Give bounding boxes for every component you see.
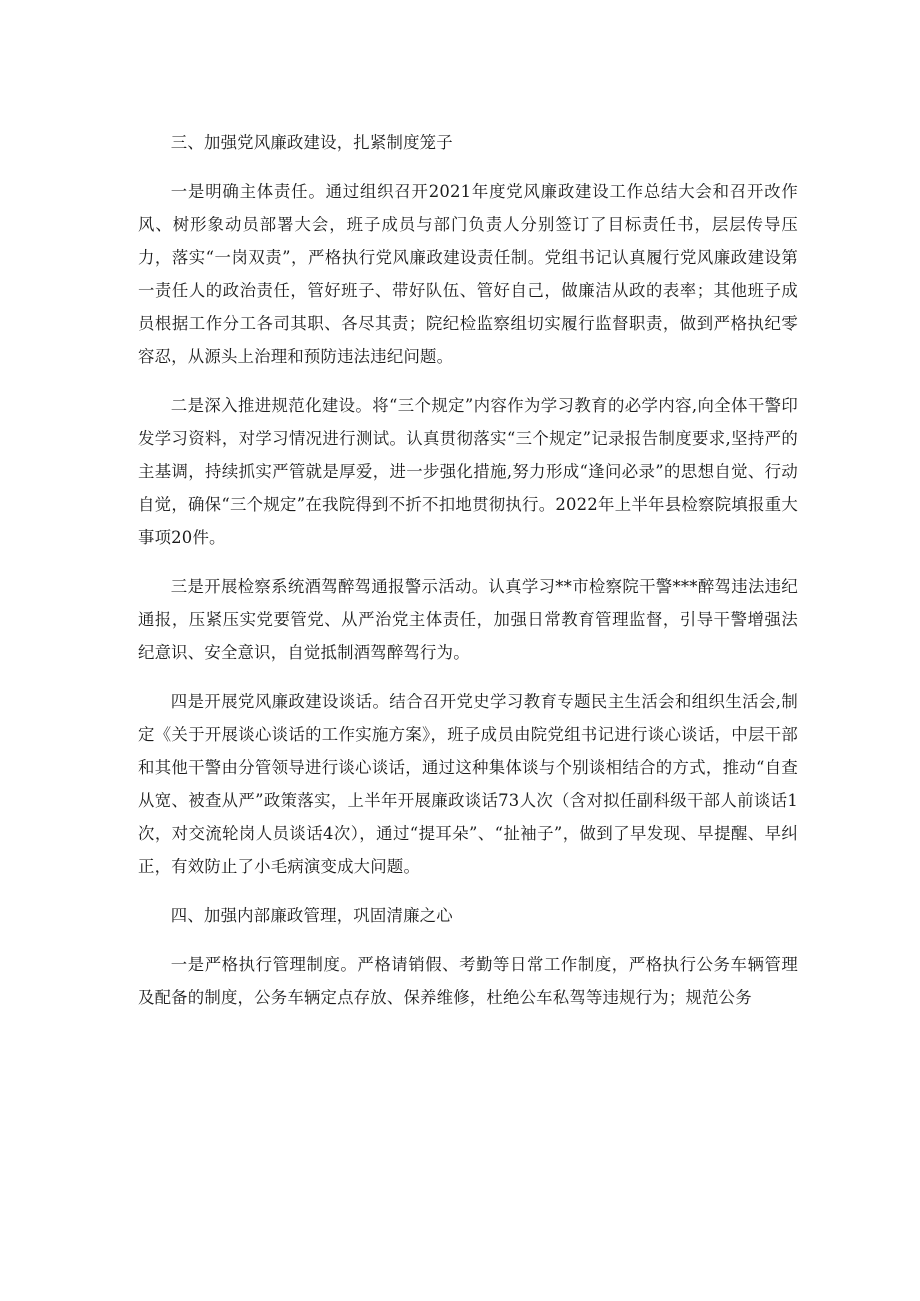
paragraph-management-system: 一是严格执行管理制度。严格请销假、考勤等日常工作制度，严格执行公务车辆管理及配备的制度，公务车辆定点存放、保养维修，杜绝公车私驾等违规行为；规范公务 [138,955,798,1007]
section-heading-3: 三、加强党风廉政建设，扎紧制度笼子 [170,133,453,152]
paragraph-drunk-driving-warning: 三是开展检察系统酒驾醉驾通报警示活动。认真学习**市检察院干警***醉驾违法违纪通报，压紧压实党要管党、从严治党主体责任，加强日常教育管理监督，引导干警增强法纪意识、安全意识，自觉抵制酒驾醉驾行为。 [138,577,798,662]
paragraph-responsibility: 一是明确主体责任。通过组织召开2021年度党风廉政建设工作总结大会和召开改作风、树形象动员部署大会，班子成员与部门负责人分别签订了目标责任书，层层传导压力，落实“一岗双责”，严格执行党风廉政建设责任制。党组书记认真履行党风廉政建设第一责任人的政治责任，管好班子、带好队伍、管好自己，做廉洁从政的表率；其他班子成员根据工作分工各司其职、各尽其责；院纪检监察组切实履行监督职责，做到严格执纪零容忍，从源头上治理和预防违法违纪问题。 [138,182,798,366]
paragraph-integrity-talks: 四是开展党风廉政建设谈话。结合召开党史学习教育专题民主生活会和组织生活会,制定《关于开展谈心谈话的工作实施方案》，班子成员由院党组书记进行谈心谈话，中层干部和其他干警由分管领导进行谈心谈话，通过这种集体谈与个别谈相结合的方式，推动“自查从宽、被查从严”政策落实，上半年开展廉政谈话73人次（含对拟任副科级干部人前谈话1次，对交流轮岗人员谈话4次），通过“提耳朵”、“扯袖子”，做到了早发现、早提醒、早纠正，有效防止了小毛病演变成大问题。 [138,692,798,876]
section-heading-4: 四、加强内部廉政管理，巩固清廉之心 [170,906,453,925]
document-body [138,126,798,1030]
paragraph-standardization: 二是深入推进规范化建设。将“三个规定”内容作为学习教育的必学内容,向全体干警印发学习资料，对学习情况进行测试。认真贯彻落实“三个规定”记录报告制度要求,坚持严的主基调，持续抓实严管就是厚爱，进一步强化措施,努力形成“逢问必录”的思想自觉、行动自觉，确保“三个规定”在我院得到不折不扣地贯彻执行。2022年上半年县检察院填报重大事项20件。 [138,396,798,547]
